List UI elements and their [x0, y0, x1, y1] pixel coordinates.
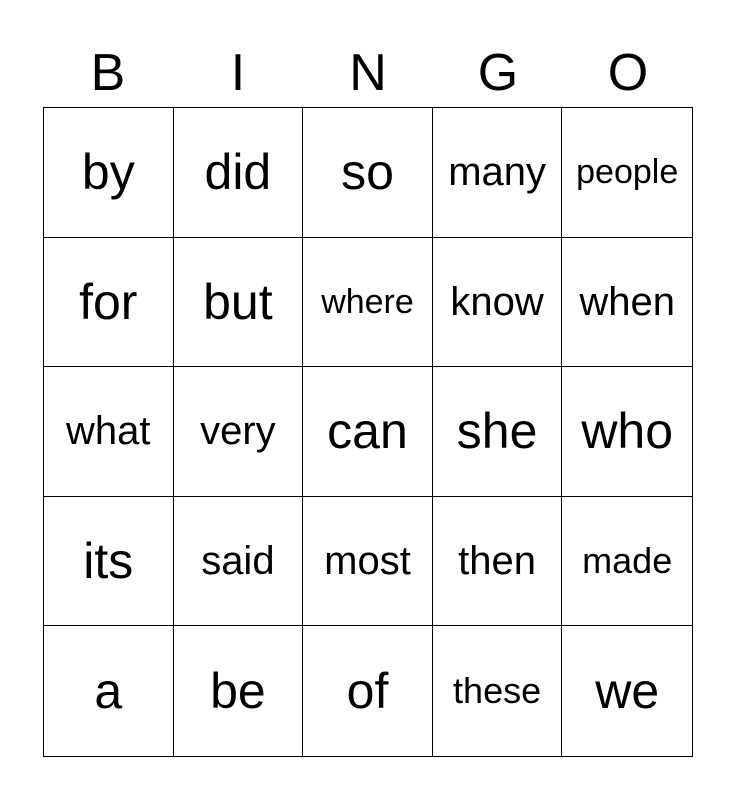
bingo-cell[interactable]: so	[303, 108, 433, 238]
bingo-cell[interactable]: very	[174, 367, 304, 497]
bingo-cell[interactable]: made	[562, 497, 692, 627]
bingo-cell[interactable]: when	[562, 238, 692, 368]
bingo-cell[interactable]: be	[174, 626, 304, 756]
bingo-cell[interactable]: said	[174, 497, 304, 627]
header-letter-b: B	[90, 44, 126, 102]
bingo-cell[interactable]: we	[595, 663, 660, 720]
bingo-cell[interactable]: what	[44, 367, 174, 497]
bingo-cell[interactable]: did	[174, 108, 304, 238]
bingo-cell[interactable]: who	[562, 367, 692, 497]
header-letter-n: N	[349, 44, 387, 102]
bingo-cell[interactable]: know	[433, 238, 563, 368]
bingo-cell[interactable]: by	[44, 108, 174, 238]
bingo-cell[interactable]: then	[433, 497, 563, 627]
bingo-cell[interactable]: but	[174, 238, 304, 368]
bingo-cell[interactable]: can	[303, 367, 433, 497]
header-letter-g: G	[477, 44, 519, 102]
bingo-cell[interactable]: where	[303, 238, 433, 368]
bingo-header	[43, 40, 693, 106]
bingo-cell[interactable]: these	[433, 626, 563, 756]
bingo-cell[interactable]: people	[562, 108, 692, 238]
bingo-cell[interactable]: a	[44, 626, 174, 756]
bingo-cell[interactable]: for	[44, 238, 174, 368]
bingo-card-grid	[43, 107, 693, 757]
bingo-cell[interactable]: of	[303, 626, 433, 756]
bingo-cell[interactable]: its	[44, 497, 174, 627]
header-letter-i: I	[230, 44, 246, 102]
bingo-cell[interactable]: she	[433, 367, 563, 497]
header-letter-o: O	[607, 44, 649, 102]
bingo-cell[interactable]: many	[433, 108, 563, 238]
bingo-cell[interactable]: most	[303, 497, 433, 627]
